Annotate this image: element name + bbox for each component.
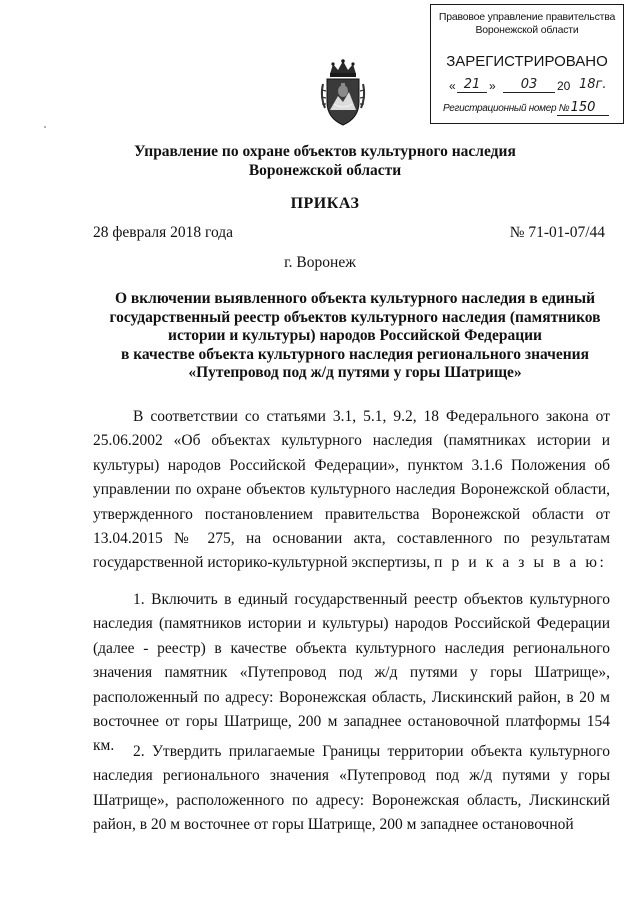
subject-line2: государственный реестр объектов культурного наследия (памятников — [109, 308, 601, 326]
document-type: ПРИКАЗ — [290, 195, 360, 212]
item-2-text: 2. Утвердить прилагаемые Границы территории объекта культурного наследия регионального значения «Путепровод под ж/д путями у горы Шатрище», расположенного по адресу: Воронежская область, Лискинский район, в 20 м восточнее от горы Шатрище, 200 м западнее остановочной — [93, 743, 610, 834]
order-city: г. Воронеж — [284, 254, 356, 271]
item-1-paragraph — [93, 588, 610, 759]
subject-line3: истории и культуры) народов Российской Федерации — [168, 327, 542, 344]
registration-stamp — [430, 4, 624, 124]
preamble-paragraph — [93, 405, 610, 576]
organization-line1: Управление по охране объектов культурного наследия — [134, 143, 516, 160]
item-1-text: 1. Включить в единый государственный реестр объектов культурного наследия (памятников истории и культуры) народов Российской Федерации (далее - реестр) в качестве объекта культурного наследия регионального значения памятник «Путепровод под ж/д путями у горы Шатрище», расположенный по адресу: Воронежская область, Лискинский район, в 20 м восточнее от горы Шатрище, 200 м западнее остановочной платформы 154 км. — [93, 591, 610, 755]
order-subject — [90, 290, 620, 383]
subject-line4: в качестве объекта культурного наследия регионального значения — [120, 345, 589, 363]
scan-speck — [44, 126, 46, 128]
organization-name — [60, 142, 590, 180]
stamp-date-quote-open: « — [449, 79, 456, 93]
stamp-date-year-prefix: 20 — [557, 79, 571, 93]
stamp-org-line1: Правовое управление правительства — [438, 11, 616, 23]
subject-line5: «Путепровод под ж/д путями у горы Шатрище» — [188, 364, 522, 381]
order-date: 28 февраля 2018 года — [93, 224, 234, 241]
stamp-organization — [431, 11, 623, 37]
item-2-paragraph — [93, 740, 610, 838]
order-word: п р и к а з ы в а ю: — [434, 554, 607, 572]
order-number: № 71-01-07/44 — [509, 224, 605, 241]
stamp-reg-number: 150 — [557, 100, 609, 116]
stamp-registered-label: ЗАРЕГИСТРИРОВАНО — [446, 53, 608, 70]
stamp-date-day: 21 — [457, 77, 487, 93]
organization-line2: Воронежской области — [248, 162, 402, 179]
stamp-date-month: 03 — [503, 77, 555, 93]
stamp-date-year: 18г. — [579, 77, 607, 92]
subject-line1: О включении выявленного объекта культурного наследия в единый — [114, 290, 596, 307]
preamble-text: В соответствии со статьями 3.1, 5.1, 9.2, 18 Федерального закона от 25.06.2002 «Об объектах культурного наследия (памятниках истории и культуры) народов Российской Федерации», пунктом 3.1.6 Положения об управлении по охране объектов культурного наследия Воронежской области, утвержденного постановлением правительства Воронежской области от 13.04.2015 № 275, на основании акта, составленного по результатам государственной историко-культурной экспертизы, — [93, 408, 610, 572]
stamp-date — [449, 77, 619, 97]
stamp-org-line2: Воронежской области — [475, 24, 579, 36]
stamp-date-quote-close: » — [489, 79, 496, 93]
stamp-reg-number-label: Регистрационный номер № — [443, 103, 570, 114]
voronezh-coat-of-arms-icon — [318, 58, 368, 128]
